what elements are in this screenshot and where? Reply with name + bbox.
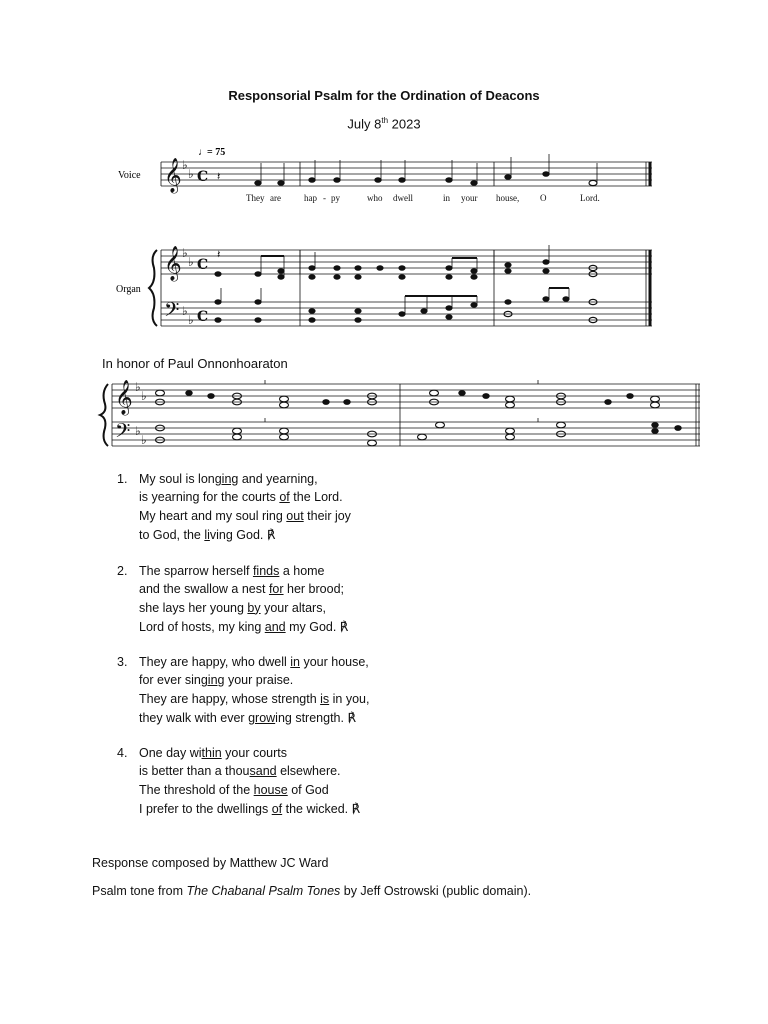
accented-syllable: li [204,527,210,542]
accented-syllable: of [271,801,283,816]
verse-text: my God. ℟ [285,619,349,634]
verse-line [139,562,348,580]
verse-text: she lays her young [139,600,248,615]
common-time-icon: C [197,169,209,185]
verse-line [139,488,351,506]
accented-syllable: out [286,508,304,523]
common-time-icon: C [197,257,209,273]
verse-lines [139,653,369,727]
accented-syllable: in [290,655,300,669]
verse-lines [139,562,348,636]
verse-text: they walk with ever [139,710,249,725]
voice-staff [161,162,652,186]
svg-text:𝄽: 𝄽 [217,171,221,183]
lyric-syllable: Lord. [580,193,600,203]
verse-text: your praise. [224,673,294,688]
organ-bass-notes [215,288,597,323]
verse-text: to God, the [139,527,205,542]
lyric-syllable: py [331,193,340,203]
lyric-syllable: They [246,193,265,203]
verse-line [139,690,369,708]
lyric-syllable: are [270,193,281,203]
verse-text: your courts [221,746,287,760]
treble-clef-icon: 𝄞 [164,246,182,281]
composer-credit: Response composed by Matthew JC Ward [92,856,329,870]
verse-lines [139,744,360,818]
accented-syllable: ging [200,673,225,688]
lyric-syllable: O [540,193,547,203]
flat-icon: ♭ [135,380,141,394]
verse-line [139,526,351,544]
flat-icon: ♭ [188,167,194,181]
verse-line [139,762,360,780]
flat-icon: ♭ [182,304,188,318]
verse-line [139,744,360,762]
flat-icon: ♭ [141,433,147,447]
verse-text: in you, [329,691,370,706]
accented-syllable: thin [201,746,222,760]
bass-clef-icon: 𝄢 [115,419,131,447]
verse-lines [139,470,351,544]
accented-syllable: grow [248,710,276,725]
verse-line [139,470,351,488]
verse-line [139,671,369,689]
verse-line [139,507,351,525]
date-line [0,116,768,131]
verse-number: 4. [117,746,128,760]
lyric-syllable: in [443,193,451,203]
flat-icon: ♭ [141,389,147,403]
accented-syllable: finds [252,564,280,578]
verse-text: of God [287,782,329,797]
psalm-tone-credit [92,884,531,898]
credit-book-title: The Chabanal Psalm Tones [186,884,341,898]
verse-text: Lord of hosts, my king [139,619,265,634]
verse-line [139,781,360,799]
flat-icon: ♭ [182,246,188,260]
bass-clef-icon: 𝄢 [164,298,180,326]
common-time-icon: C [197,309,209,325]
page-title: Responsorial Psalm for the Ordination of Deacons [228,88,540,103]
lyric-syllable: dwell [393,193,413,203]
verse-line [139,618,348,636]
verse-text: is yearning for the courts [139,490,280,505]
lyric-syllable: - [323,193,326,203]
verse-line [139,800,360,818]
verse-text: your house, [299,655,369,669]
accented-syllable: is [320,691,330,706]
organ-label: Organ [116,284,141,295]
voice-notes [217,154,597,186]
dedication: In honor of Paul Onnonhoaraton [102,356,288,371]
accented-syllable: ging [214,472,239,486]
response-score [0,140,768,340]
verse-text: elsewhere. [276,764,341,779]
verse-line [139,580,348,598]
verse-text: They are happy, who dwell [139,655,291,669]
organ-bass-staff [161,250,652,326]
organ-treble-staff [161,250,652,274]
verse-text: her brood; [283,582,345,597]
lyric-syllable: hap [304,193,317,203]
verse-number: 2. [117,564,128,578]
verse-text: is better than a thou [139,764,250,779]
tempo-note-icon: ♩ [198,147,208,158]
verse-line [139,709,369,727]
verse-text: ving God. ℟ [209,527,276,542]
verse-text: the Lord. [289,490,343,505]
verse-number: 1. [117,472,128,486]
verse-text: their joy [303,508,351,523]
flat-icon: ♭ [182,158,188,172]
verse-text: your altars, [260,600,326,615]
verse-text: ing strength. ℟ [275,710,356,725]
verse-text: They are happy, whose strength [139,691,321,706]
svg-text:𝄽: 𝄽 [217,249,221,261]
credit-suffix: by Jeff Ostrowski (public domain). [340,884,532,898]
accented-syllable: by [247,600,261,615]
lyric-syllable: your [461,193,478,203]
lyric-syllable: house, [496,193,520,203]
verse-text: The sparrow herself [139,564,253,578]
accented-syllable: and [264,619,286,634]
verse-text: and the swallow a nest [139,582,269,597]
organ-brace [149,250,157,326]
tempo-marking: = 75 [207,147,226,158]
flat-icon: ♭ [135,424,141,438]
accented-syllable: house [253,782,288,797]
date-suffix: th [381,116,389,125]
verse-line [139,599,348,617]
psalm-tone-score [0,370,768,450]
verse-text: The threshold of the [139,782,254,797]
accented-syllable: for [268,582,284,597]
treble-clef-icon: 𝄞 [164,158,182,193]
verse-text: for ever sin [139,673,201,688]
verse-text: and yearning, [238,472,318,486]
date-year: 2023 [391,116,421,132]
accented-syllable: of [279,490,290,505]
treble-clef-icon: 𝄞 [115,380,133,415]
verse-text: I prefer to the dwellings [139,801,272,816]
psalm-tone-treble-notes [156,390,660,408]
verse-text: My heart and my soul ring [139,508,287,523]
verse-number: 3. [117,655,128,669]
lyric-syllable: who [367,193,383,203]
voice-label: Voice [118,170,141,181]
date-month-day: July 8 [347,116,382,132]
flat-icon: ♭ [188,255,194,269]
verse-text: One day wi [139,746,202,760]
verse-text: the wicked. ℟ [282,801,361,816]
verse-text: My soul is lon [139,472,215,486]
verse-text: a home [279,564,325,578]
credit-prefix: Psalm tone from [92,884,187,898]
verse-line [139,653,369,671]
flat-icon: ♭ [188,313,194,327]
accented-syllable: sand [249,764,277,779]
